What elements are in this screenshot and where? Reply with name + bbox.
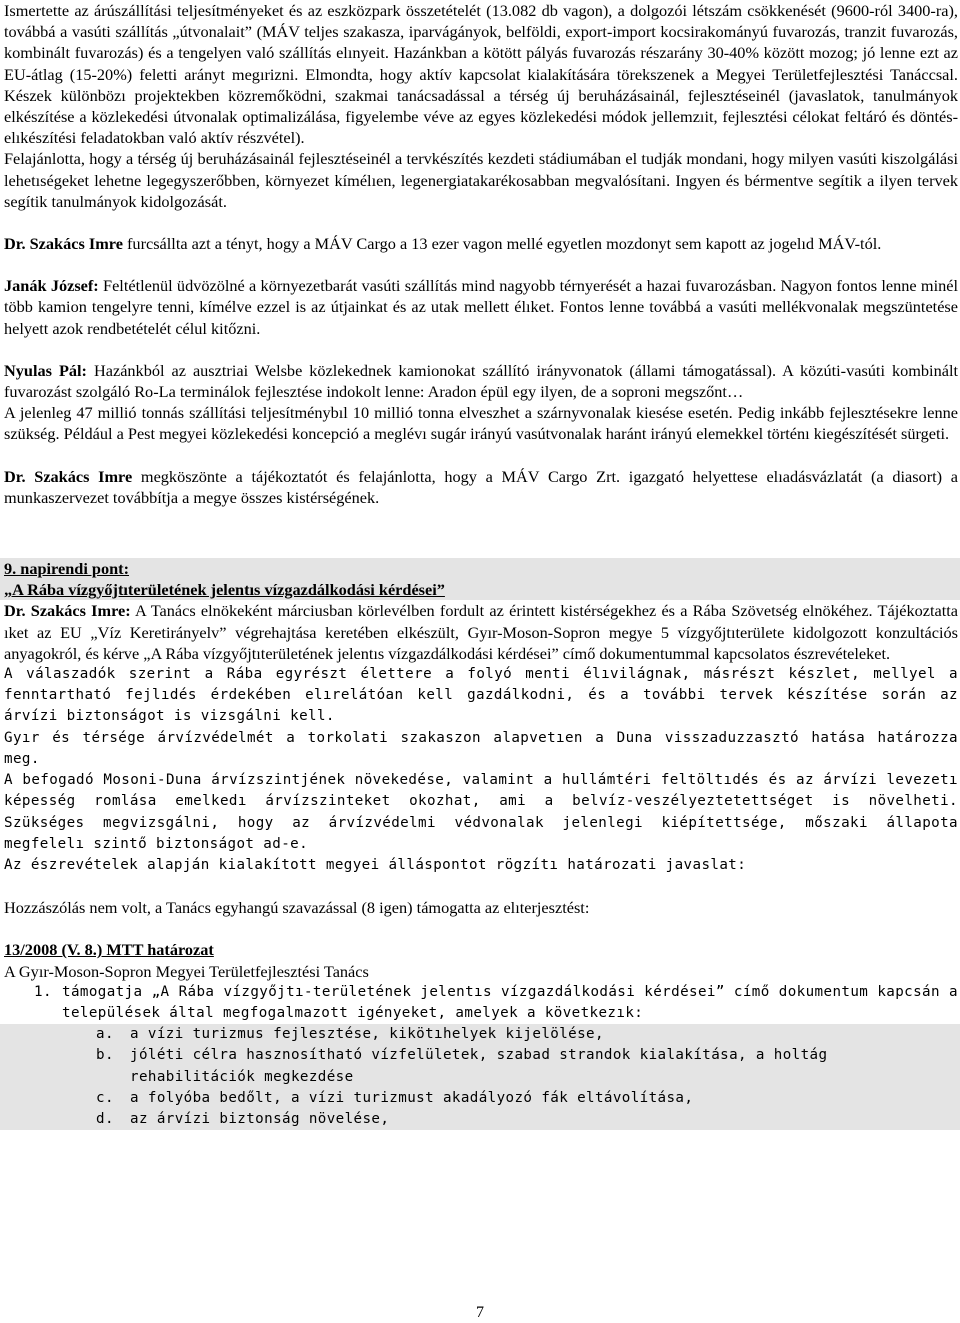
paragraph-report: Ismertette az árúszállítási teljesítményeket és az eszközpark összetételét (13.082 db vagon), a dolgozói létszám csökkenését (9600-ról 3400-ra), továbbá a vasúti szállítás „útvonalait” (MÁV teljes szakasza, iparvágányok, belföldi, export-import kocsirakományú fuvarozás, tranzit fuvarozás, kombinált fuvarozás) és a tengelyen való szállítás elınyeit. Hazánkban a kötött pályás fuvarozás részarány 30-40% között mozog; jó lenne ezt az EU-átlag (15-20%) feletti arányt megırizni. Elmondta, hogy aktív kapcsolat kialakítására törekszenek a Megyei Területfejlesztési Tanáccsal. Készek különbözı projektekben közremőködni, szakmai tanácsadással a térség új beruházásainál, fejlesztéseinél (javaslatok, tanulmányok elkészítése a közlekedési útvonalak optimalizálása, figyelembe véve az egyes közlekedési módok jellemzıit, fejlesztési célokat feltáró és döntés-elıkészítési feladatokban való aktív részvétel). [4, 1, 958, 148]
paragraph-janak [0, 275, 960, 339]
paragraph-szakacs-2 [0, 466, 960, 508]
resolution-body: A Gyır-Moson-Sopron Megyei Területfejlesztési Tanács [4, 961, 369, 981]
agenda-title: „A Rába vízgyőjtıterületének jelentıs vízgazdálkodási kérdései” [4, 580, 445, 600]
agenda-number: 9. napirendi pont: [4, 559, 130, 579]
speaker-name: Dr. Szakács Imre: [4, 601, 131, 621]
paragraph-tonnage: A jelenleg 47 millió tonnás szállítási teljesítménybıl 10 millió tonna elveszhet a szárnyvonalak kiesése esetén. Pedig inkább fejlesztésekre lenne szükség. Például a Pest megyei közlekedési koncepció a meglévı sugár irányú vasútvonalak haránt irányú elemekkel történı kiegészítését sürgeti. [4, 403, 958, 444]
sub-label: c. [96, 1089, 114, 1106]
sub-text: a folyóba bedőlt, a vízi turizmust akadályozó fák eltávolítása, [130, 1089, 694, 1106]
sub-item-c [0, 1088, 960, 1109]
resolution-item-1 [0, 982, 960, 1024]
paragraph-gyor-flood: Gyır és térsége árvízvédelmét a torkolati szakaszon alapvetıen a Duna visszaduzzasztó hatása határozza meg. [4, 729, 958, 767]
speaker-text: megköszönte a tájékoztatót és felajánlotta, hogy a MÁV Cargo Zrt. igazgató helyettese elıadásvázlatát (a diasort) a munkaszervezet továbbítja a megye összes kistérségének. [4, 466, 958, 507]
paragraph-proposal: Az észrevételek alapján kialakított megyei álláspontot rögzítı határozati javaslat: [4, 856, 747, 873]
paragraph-vote: Hozzászólás nem volt, a Tanács egyhangú szavazással (8 igen) támogatta az elıterjesztést: [4, 898, 590, 918]
sub-item-b [0, 1045, 960, 1087]
sub-label: a. [96, 1026, 114, 1043]
resolution-id: 13/2008 (V. 8.) MTT határozat [4, 940, 214, 960]
paragraph-szakacs-1 [0, 233, 960, 254]
page-number: 7 [476, 1304, 484, 1321]
resolution-sublist [0, 1024, 960, 1130]
paragraph-nyulas [0, 360, 960, 402]
sub-text: a vízi turizmus fejlesztése, kikötıhelyek kijelölése, [130, 1026, 604, 1043]
speaker-text: furcsállta azt a tényt, hogy a MÁV Cargo a 13 ezer vagon mellé egyetlen mozdonyt sem kapott az jogelıd MÁV-tól. [122, 234, 882, 254]
speaker-text: A Tanács elnökeként márciusban körlevélben fordult az érintett kistérségekhez és a Rába Szövetség elnökéhez. Tájékoztatta ıket az EU „Víz Keretirányelv” végrehajtása keretében elkészült, Gyır-Moson-Sopron megye 5 vízgyőjtıterülete kidolgozott konzultációs anyagokról, és kérve „A Rába vízgyőjtıterületének jelentıs vízgazdálkodási kérdései” címő dokumentummal kapcsolatos észrevételeket. [4, 601, 959, 663]
sub-text: az árvízi biztonság növelése, [130, 1110, 390, 1127]
speaker-name: Dr. Szakács Imre [4, 234, 123, 254]
speaker-text: Hazánkból az ausztriai Welsbe közlekednek kamionokat szállító irányvonatok (állami támogatással). A közúti-vasúti kombinált fuvarozást szolgáló Ro-La terminálok fejlesztése indokolt lenne: Aradon épül egy ilyen, de a soproni megszőnt… [4, 360, 958, 402]
sub-label: d. [96, 1110, 114, 1127]
paragraph-respondents: A válaszadók szerint a Rába egyrészt élettere a folyó menti élıvilágnak, másrészt készlet, mellyel a fenntartható fejlıdés érdekében elırelátóan kell gazdálkodni, és a további tervek készítése során az árvízi biztonságot is vizsgálni kell. [4, 666, 958, 725]
speaker-name: Janák József: [4, 276, 99, 296]
agenda-heading [0, 558, 960, 600]
speaker-text: Feltétlenül üdvözölné a környezetbarát vasúti szállítás mind nagyobb térnyerését a hazai fuvarozásban. Nagyon fontos lenne minél több kamion tengelyre tenni, kímélve ezzel is az útjainkat és az utak mellett élıket. Fontos lenne továbbá a vasúti mellékvonalak megszüntetése helyett azok rendbetételét célul kitőzni. [4, 276, 958, 338]
item-text: támogatja „A Rába vízgyőjtı-területének jelentıs vízgazdálkodási kérdései” címő dokumentum kapcsán a települések által megfogalmazott igényeket, amelyek a következık: [62, 983, 958, 1021]
paragraph-offer: Felajánlotta, hogy a térség új beruházásainál fejlesztéseinél a tervkészítés kezdeti stádiumában el tudják mondani, hogy milyen vasúti kiszolgálási lehetıségeket lehetne legegyszerőbben, környezet kímélıen, legenergiatakarékosabban megvalósítani. Ingyen és bérmentve segítik a ilyen tervek segítik tanulmányok kidolgozását. [4, 149, 958, 211]
speaker-name: Nyulas Pál: [4, 360, 87, 380]
sub-item-d [0, 1109, 960, 1130]
item-number: 1. [34, 983, 52, 1000]
sub-label: b. [96, 1047, 114, 1064]
speaker-name: Dr. Szakács Imre [4, 466, 133, 486]
paragraph-mosoni-duna: A befogadó Mosoni-Duna árvízszintjének növekedése, valamint a hullámtéri feltöltıdés és az árvízi levezetı képesség romlása emelkedı árvízszinteket okozhat, ami a belvíz-veszélyeztetettséget is növelheti. Szükséges megvizsgálni, hogy az árvízvédelmi védvonalak jelenlegi kiépítettsége, mőszaki állapota megfelelı szintő biztonságot ad-e. [4, 772, 958, 852]
sub-item-a [0, 1024, 960, 1045]
sub-text: jóléti célra hasznosítható vízfelületek, szabad strandok kialakítása, a holtág rehabilitációk megkezdése [130, 1047, 828, 1085]
paragraph-szakacs-3 [0, 600, 960, 664]
